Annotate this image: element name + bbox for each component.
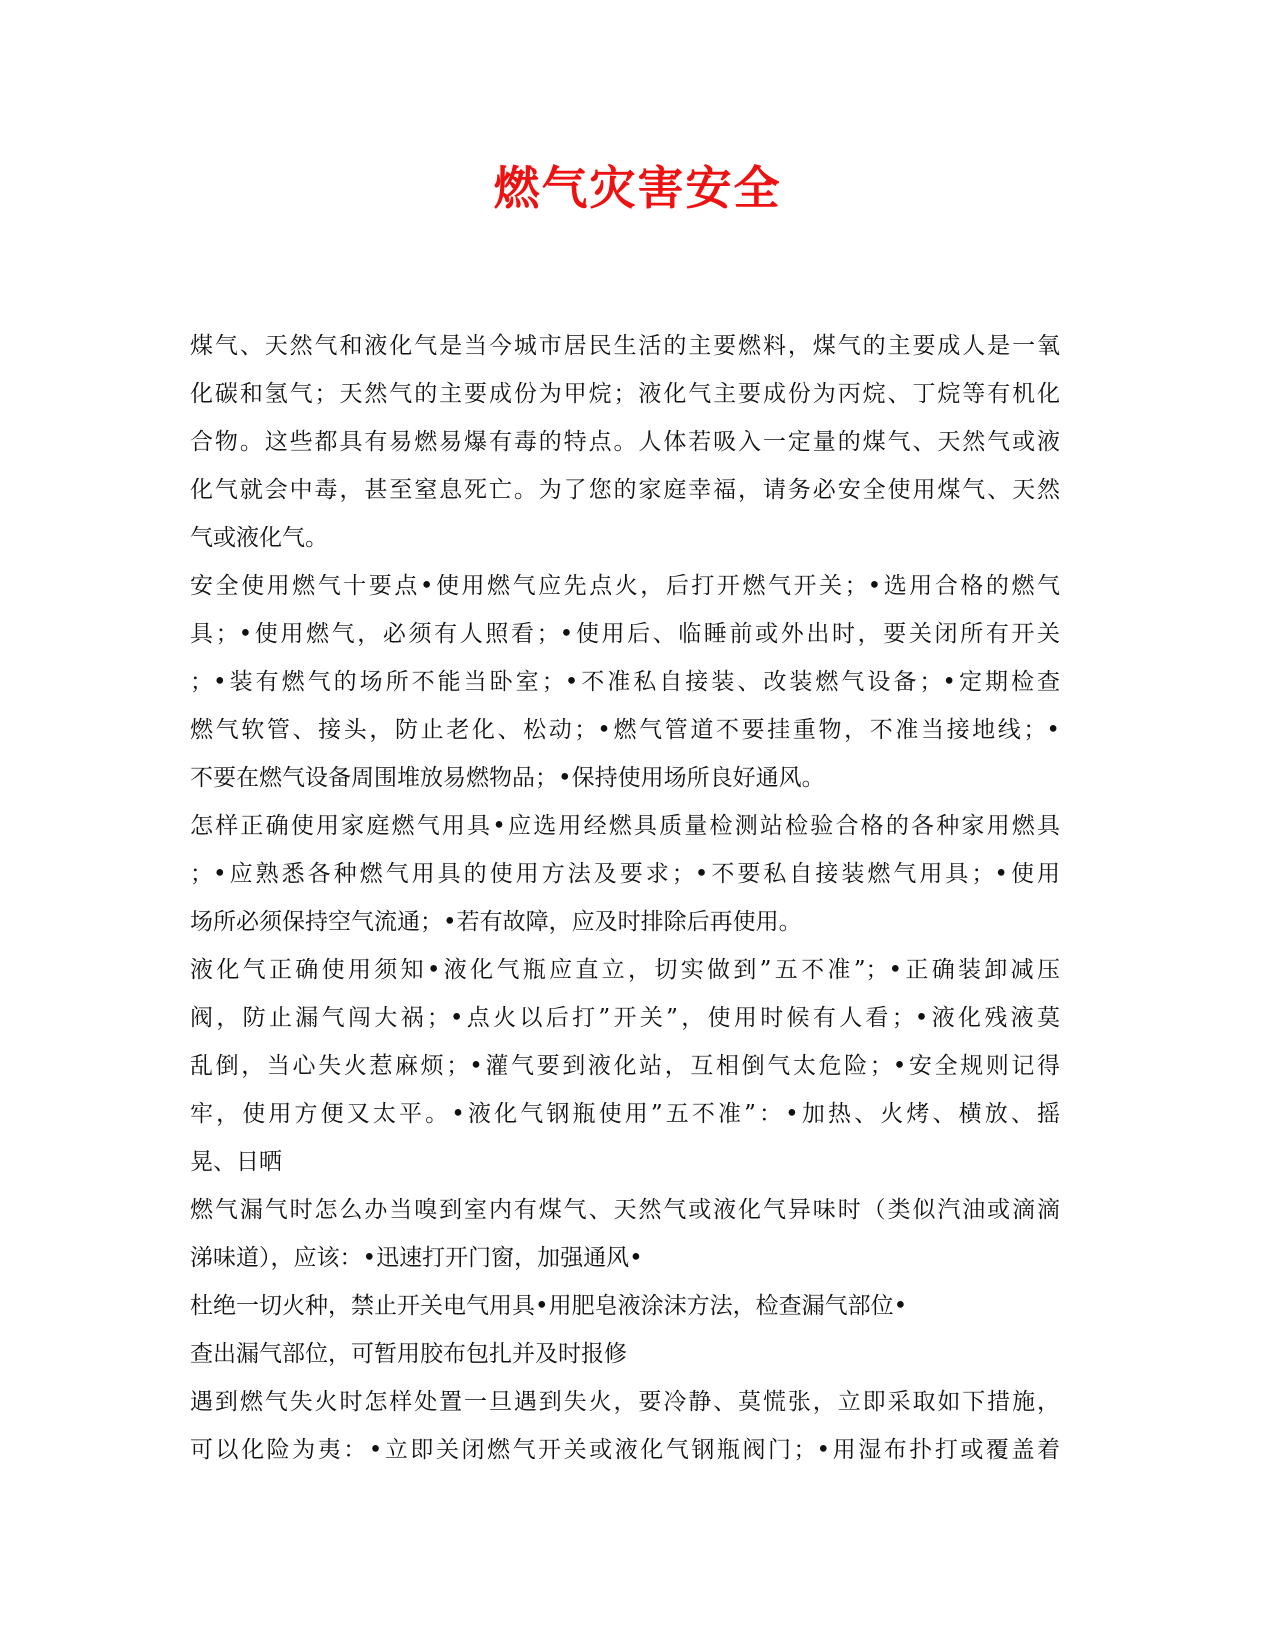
text-line: 晃、日晒	[190, 1149, 282, 1175]
text-line: 查出漏气部位，可暂用胶布包扎并及时报修	[190, 1341, 627, 1367]
text-line: 不要在燃气设备周围堆放易燃物品；•保持使用场所良好通风。	[190, 765, 825, 791]
text-line: ；•应熟悉各种燃气用具的使用方法及要求；•不要私自接装燃气用具；•使用	[190, 861, 1060, 887]
text-line: 场所必须保持空气流通；•若有故障，应及时排除后再使用。	[190, 909, 802, 935]
text-line: 涕味道），应该：•迅速打开门窗，加强通风•	[190, 1245, 643, 1271]
text-line: 煤气、天然气和液化气是当今城市居民生活的主要燃料，煤气的主要成人是一氧	[190, 333, 1060, 359]
text-line: 合物。这些都具有易燃易爆有毒的特点。人体若吸入一定量的煤气、天然气或液	[190, 429, 1060, 455]
document-title: 燃气灾害安全	[493, 161, 782, 215]
text-line: 液化气正确使用须知•液化气瓶应直立，切实做到”五不准”；•正确装卸减压	[190, 957, 1060, 983]
text-line: 乱倒，当心失火惹麻烦；•灌气要到液化站，互相倒气太危险；•安全规则记得	[190, 1053, 1060, 1079]
text-line: 化碳和氢气；天然气的主要成份为甲烷；液化气主要成份为丙烷、丁烷等有机化	[190, 381, 1060, 407]
document-body	[190, 322, 1060, 1474]
text-line: 气或液化气。	[190, 525, 328, 551]
text-line: 化气就会中毒，甚至窒息死亡。为了您的家庭幸福，请务必安全使用煤气、天然	[190, 477, 1060, 503]
text-line: 具；•使用燃气，必须有人照看；•使用后、临睡前或外出时，要关闭所有开关	[190, 621, 1060, 647]
text-line: 安全使用燃气十要点•使用燃气应先点火，后打开燃气开关；•选用合格的燃气	[190, 573, 1060, 599]
text-line: ；•装有燃气的场所不能当卧室；•不准私自接装、改装燃气设备；•定期检查	[190, 669, 1060, 695]
text-line: 燃气漏气时怎么办当嗅到室内有煤气、天然气或液化气异味时（类似汽油或滴滴	[190, 1197, 1060, 1223]
text-line: 燃气软管、接头，防止老化、松动；•燃气管道不要挂重物，不准当接地线；•	[190, 717, 1060, 743]
text-line: 怎样正确使用家庭燃气用具•应选用经燃具质量检测站检验合格的各种家用燃具	[190, 813, 1060, 839]
text-line: 牢，使用方便又太平。•液化气钢瓶使用”五不准”：•加热、火烤、横放、摇	[190, 1101, 1060, 1127]
text-line: 阀，防止漏气闯大祸；•点火以后打”开关”，使用时候有人看；•液化残液莫	[190, 1005, 1060, 1031]
text-line: 遇到燃气失火时怎样处置一旦遇到失火，要冷静、莫慌张，立即采取如下措施，	[190, 1389, 1060, 1415]
text-line: 可以化险为夷：•立即关闭燃气开关或液化气钢瓶阀门；•用湿布扑打或覆盖着	[190, 1437, 1060, 1463]
text-line: 杜绝一切火种，禁止开关电气用具•用肥皂液涂沫方法，检查漏气部位•	[190, 1293, 908, 1319]
